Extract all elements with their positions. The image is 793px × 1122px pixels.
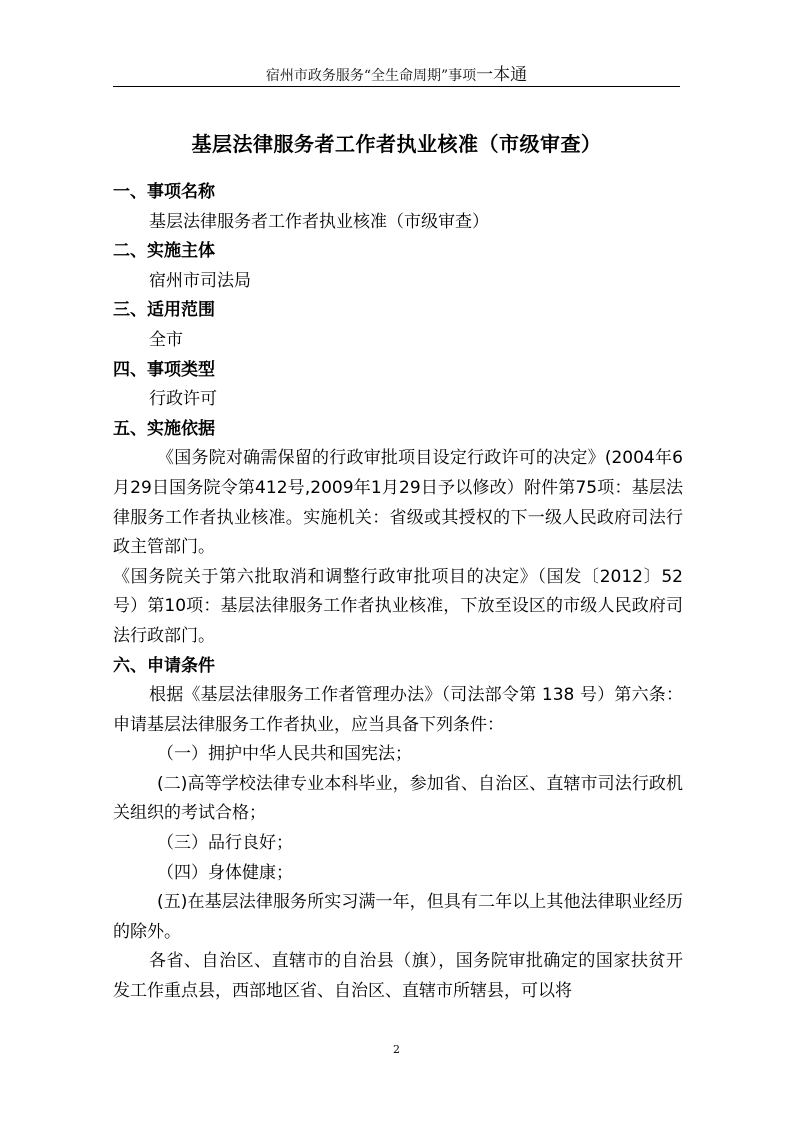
section-heading-authority: 二、实施主体 — [113, 241, 215, 262]
section-body-name: 基层法律服务者工作者执业核准（市级审查） — [149, 211, 489, 232]
condition-item: （四）身体健康； — [157, 862, 293, 883]
page-number: 2 — [393, 1043, 400, 1056]
condition-item: （一）拥护中华人民共和国宪法； — [157, 744, 412, 765]
page-header — [0, 60, 793, 85]
section-body-scope: 全市 — [149, 329, 183, 350]
section-heading-name: 一、事项名称 — [113, 182, 215, 202]
section-heading-basis: 五、实施依据 — [113, 418, 215, 439]
condition-item: （三）品行良好； — [157, 833, 293, 854]
condition-item: (二)高等学校法律专业本科毕业，参加省、自治区、直辖市司法行政机关组织的考试合格； — [113, 773, 683, 824]
conditions-intro: 根据《基层法律服务工作者管理办法》（司法部令第 138 号）第六条：申请基层法律服务工作者执业，应当具备下列条件： — [113, 685, 683, 735]
section-heading-scope: 三、适用范围 — [113, 300, 215, 321]
basis-paragraph-1: 《国务院对确需保留的行政审批项目设定行政许可的决定》(2004年6月29日国务院令第412号,2009年1月29日予以修改）附件第75项：基层法律服务工作者执业核准。实施机关：省级或其授权的下一级人民政府司法行政主管部门。 — [113, 448, 683, 558]
document-body — [113, 178, 683, 1007]
document-title: 基层法律服务者工作者执业核准（市级审查） — [191, 132, 602, 156]
header-suffix: 一本通 — [476, 65, 528, 85]
conditions-closing: 各省、自治区、直辖市的自治县（旗），国务院审批确定的国家扶贫开发工作重点县，西部地区省、自治区、直辖市所辖县，可以将 — [113, 951, 683, 1002]
section-heading-conditions: 六、申请条件 — [113, 655, 215, 676]
header-text: 宿州市政务服务“全生命周期”事项 — [265, 68, 477, 84]
section-body-type: 行政许可 — [149, 389, 217, 410]
header-rule — [113, 86, 680, 87]
condition-item: (五)在基层法律服务所实习满一年，但具有二年以上其他法律职业经历的除外。 — [113, 892, 683, 942]
basis-paragraph-2: 《国务院关于第六批取消和调整行政审批项目的决定》（国发〔2012〕52号）第10项：基层法律服务工作者执业核准，下放至设区的市级人民政府司法行政部门。 — [113, 566, 683, 646]
section-body-authority: 宿州市司法局 — [149, 270, 251, 291]
section-heading-type: 四、事项类型 — [113, 359, 215, 380]
